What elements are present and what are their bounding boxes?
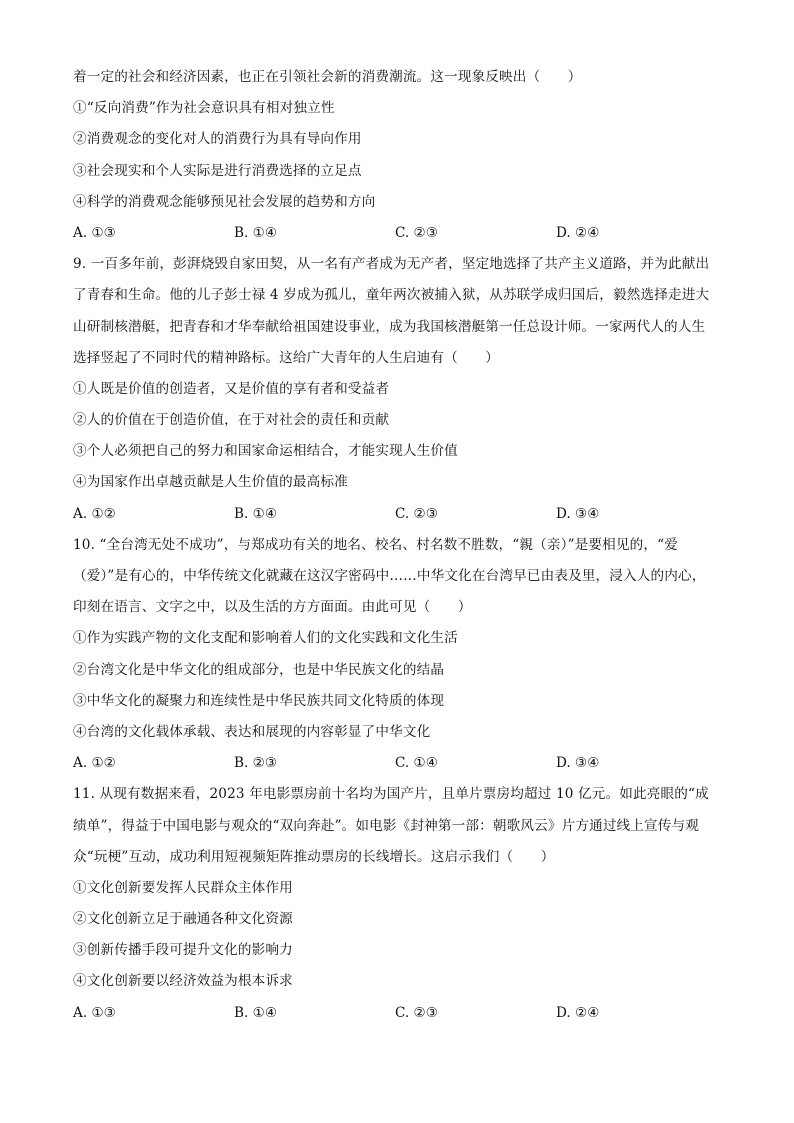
answer-options	[73, 218, 733, 249]
option-b: B. ②③	[234, 755, 278, 772]
question-stem-line: 9. 一百多年前，彭湃烧毁自家田契，从一名有产者成为无产者，坚定地选择了共产主义道路，并为此献出	[73, 256, 710, 273]
statement-2: ②台湾文化是中华文化的组成部分，也是中华民族文化的结晶	[73, 661, 445, 678]
question-stem-line: 印刻在语言、文字之中，以及生活的方方面面。由此可见（ ）	[73, 599, 472, 616]
statement-3: ③中华文化的凝聚力和连续性是中华民族共同文化特质的体现	[73, 692, 445, 709]
option-c: C. ②③	[395, 505, 438, 522]
statement-1: ①“反向消费”作为社会意识具有相对独立性	[73, 100, 335, 117]
statement-2: ②消费观念的变化对人的消费行为具有导向作用	[73, 131, 362, 148]
option-c: C. ②③	[395, 224, 438, 241]
question-9	[73, 249, 733, 530]
question-stem-line: 众“玩梗”互动，成功利用短视频矩阵推动票房的长线增长。这启示我们（ ）	[73, 848, 555, 865]
question-stem-line: 11. 从现有数据来看，2023 年电影票房前十名均为国产片，且单片票房均超过 10 亿元。如此亮眼的“成	[73, 786, 709, 803]
option-a: A. ①②	[73, 505, 116, 522]
question-stem-line: 10. “全台湾无处不成功”，与郑成功有关的地名、校名、村名数不胜数，“親（亲）”是要相见的，“爱	[73, 536, 678, 553]
answer-options	[73, 998, 733, 1029]
option-c: C. ①④	[395, 755, 438, 772]
statement-4: ④文化创新要以经济效益为根本诉求	[73, 973, 293, 990]
question-stem-line: 选择竖起了不同时代的精神路标。这给广大青年的人生启迪有（ ）	[73, 349, 500, 366]
question-11	[73, 779, 733, 1029]
question-8	[73, 62, 733, 249]
option-a: A. ①③	[73, 224, 116, 241]
option-d: D. ②④	[556, 224, 600, 241]
statement-3: ③社会现实和个人实际是进行消费选择的立足点	[73, 162, 362, 179]
statement-2: ②人的价值在于创造价值，在于对社会的责任和贡献	[73, 412, 390, 429]
option-b: B. ①④	[234, 224, 278, 241]
answer-options	[73, 499, 733, 530]
statement-1: ①人既是价值的创造者，又是价值的享有者和受益者	[73, 380, 390, 397]
option-a: A. ①②	[73, 755, 116, 772]
option-d: D. ②④	[556, 1004, 600, 1021]
answer-options	[73, 748, 733, 779]
option-c: C. ②③	[395, 1004, 438, 1021]
statement-3: ③创新传播手段可提升文化的影响力	[73, 942, 293, 959]
statement-4: ④台湾的文化载体承载、表达和展现的内容彰显了中华文化	[73, 723, 431, 740]
question-stem-line: 了青春和生命。他的儿子彭士禄 4 岁成为孤儿，童年两次被捕入狱，从苏联学成归国后，毅然选择走进大	[73, 287, 710, 304]
question-stem-line: 绩单”，得益于中国电影与观众的“双向奔赴”。如电影《封神第一部：朝歌风云》片方通过线上宣传与观	[73, 817, 700, 834]
option-b: B. ①④	[234, 1004, 278, 1021]
statement-3: ③个人必须把自己的努力和国家命运相结合，才能实现人生价值	[73, 443, 458, 460]
question-stem-line: 着一定的社会和经济因素，也正在引领社会新的消费潮流。这一现象反映出（ ）	[73, 69, 582, 85]
statement-1: ①文化创新要发挥人民群众主体作用	[73, 879, 293, 896]
question-10	[73, 530, 733, 780]
exam-page	[73, 62, 733, 1029]
question-stem-line: 山研制核潜艇，把青春和才华奉献给祖国建设事业，成为我国核潜艇第一任总设计师。一家两代人的人生	[73, 318, 706, 335]
option-b: B. ①④	[234, 505, 278, 522]
statement-1: ①作为实践产物的文化支配和影响着人们的文化实践和文化生活	[73, 630, 458, 647]
option-a: A. ①③	[73, 1004, 116, 1021]
option-d: D. ③④	[556, 755, 600, 772]
statement-4: ④科学的消费观念能够预见社会发展的趋势和方向	[73, 193, 376, 210]
question-stem-line: （爱）”是有心的，中华传统文化就藏在这汉字密码中……中华文化在台湾早已由表及里，浸入人的内心，	[73, 568, 706, 584]
statement-2: ②文化创新立足于融通各种文化资源	[73, 911, 293, 928]
statement-4: ④为国家作出卓越贡献是人生价值的最高标准	[73, 474, 348, 491]
option-d: D. ③④	[556, 505, 600, 522]
